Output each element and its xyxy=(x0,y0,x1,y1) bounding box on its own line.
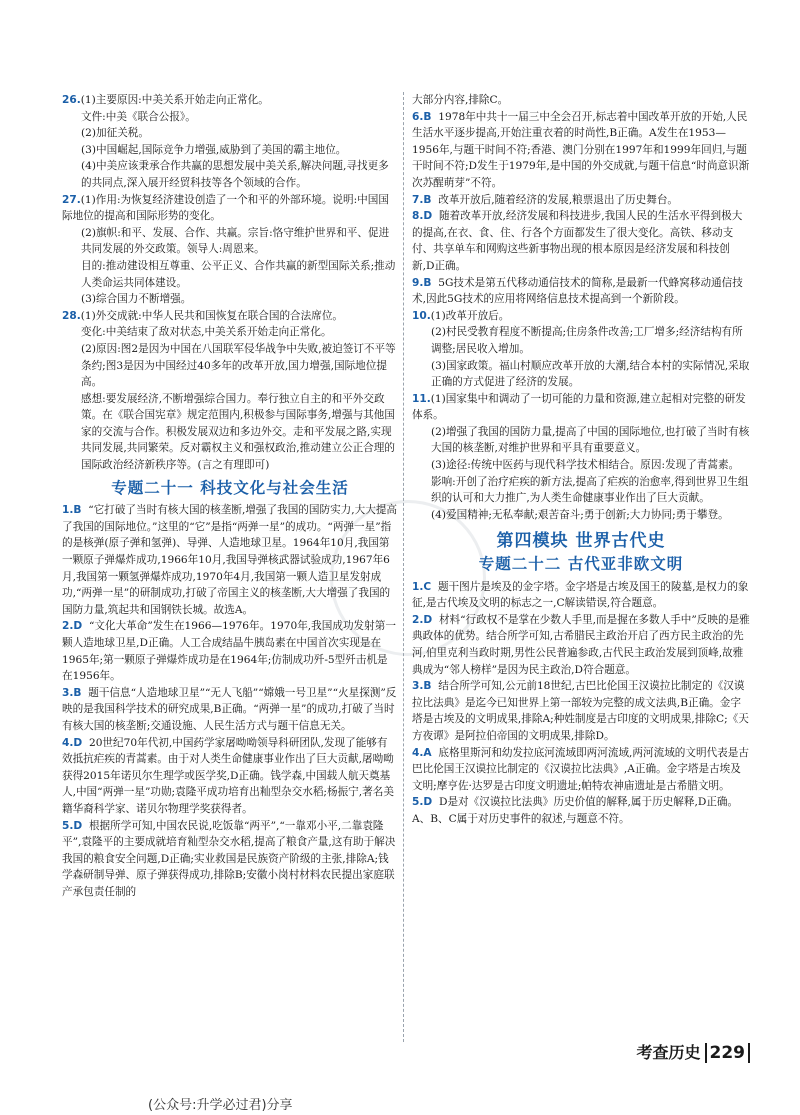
question-number: 11. xyxy=(412,392,431,405)
answer-text: (4)爱国精神;无私奉献;艰苦奋斗;勇于创新;大力协同;勇于攀登。 xyxy=(431,508,729,521)
footer-label: 考查历史 xyxy=(636,1043,701,1062)
answer-letter: D xyxy=(73,620,83,633)
answer-text: (3)国家政策。福山村顺应改革开放的大潮,结合本村的实际情况,采取正确的方式促进了经济的发展。 xyxy=(431,359,750,389)
answer-item xyxy=(412,612,750,678)
answer-letter: D xyxy=(423,613,433,626)
question-number: 4. xyxy=(412,746,424,759)
answer-item xyxy=(412,678,750,744)
question-number: 26. xyxy=(62,94,81,106)
answer-item xyxy=(62,308,398,474)
answer-text: (2)原因:图2是因为中国在八国联军侵华战争中失败,被迫签订不平等条约;图3是因为中国经过40多年的改革开放,国力增强,国际地位提高。 xyxy=(81,342,396,389)
answer-text: (3)中国崛起,国际竞争力增强,威胁到了美国的霸主地位。 xyxy=(81,143,347,156)
answer-letter: D xyxy=(73,819,83,832)
answer-text: 1978年中共十一届三中全会召开,标志着中国改革开放的开始,人民生活水平逐步提高,开始注重衣着的时尚性,B正确。A发生在1953—1956年,与题干时间不符;香港、澳门分别在1997年和1999年回归,与题干时间不符;D发生于1979年,是中国的外交成就,与题干信息“时尚意识渐次苏醒萌芽”不符。 xyxy=(412,110,750,189)
answer-text: 结合所学可知,公元前18世纪,古巴比伦国王汉谟拉比制定的《汉谟拉比法典》是迄今已知世界上第一部较为完整的成文法典,B正确。金字塔是古埃及的文明成果,排除A;种姓制度是古印度的文明成果,排除C;《天方夜谭》是阿拉伯帝国的文明成果,排除D。 xyxy=(412,680,749,742)
answer-text: “文化大革命”发生在1966—1976年。1970年,我国成功发射第一颗人造地球卫星,D正确。人工合成结晶牛胰岛素在中国首次实现是在1965年;第一颗原子弹爆炸成功是在1964年;仿制成功歼-5型歼击机是在1956年。 xyxy=(62,620,396,683)
question-number: 5. xyxy=(412,796,424,809)
answer-text: 目的:推动建设相互尊重、公平正义、合作共赢的新型国际关系;推动人类命运共同体建设。 xyxy=(81,259,396,289)
topic-heading: 专题二十一 科技文化与社会生活 xyxy=(111,478,349,497)
answer-item xyxy=(62,818,398,901)
answer-text: 随着改革开放,经济发展和科技进步,我国人民的生活水平得到极大的提高,在衣、食、住、行各个方面都发生了很大变化。高铁、移动支付、共享单车和网购这些新事物出现的根本原因是经济发展和科技创新,D正确。 xyxy=(412,210,743,272)
answer-item xyxy=(62,92,398,192)
question-number: 2. xyxy=(62,620,74,633)
answer-item xyxy=(62,502,398,618)
answer-text: 题干图片是埃及的金字塔。金字塔是古埃及国王的陵墓,是权力的象征,是古代埃及文明的标志之一,C解读错误,符合题意。 xyxy=(412,580,749,610)
answer-text: (2)增强了我国的国防力量,提高了中国的国际地位,也打破了当时有核大国的核垄断,对维护世界和平具有重要意义。 xyxy=(431,425,750,455)
answer-letter: B xyxy=(423,193,432,206)
answer-text: 改革开放后,随着经济的发展,粮票退出了历史舞台。 xyxy=(438,193,679,206)
answer-text: 影响:开创了治疗疟疾的新方法,提高了疟疾的治愈率,得到世界卫生组织的认可和大力推广,为人类生命健康事业作出了巨大贡献。 xyxy=(431,475,749,505)
question-number: 10. xyxy=(412,309,431,322)
module-heading: 第四模块 世界古代史 xyxy=(496,531,666,552)
answer-item xyxy=(412,192,750,209)
answer-text: 20世纪70年代初,中国药学家屠呦呦领导科研团队,发现了能够有效抵抗疟疾的青蒿素。由于对人类生命健康事业作出了巨大贡献,屠呦呦获得2015年诺贝尔生理学或医学奖,D正确。钱学森,中国载人航天奠基人,中国“两弹一星”功勋;袁隆平成功培育出籼型杂交水稻;杨振宁,著名美籍华裔科学家、诺贝尔物理学奖获得者。 xyxy=(62,736,394,815)
question-number: 7. xyxy=(412,193,424,206)
answer-text: 5G技术是第五代移动通信技术的简称,是最新一代蜂窝移动通信技术,因此5G技术的应用将网络信息技术提高到一个新阶段。 xyxy=(412,276,743,306)
question-number: 4. xyxy=(62,736,74,749)
answer-text: (1)主要原因:中美关系开始走向正常化。 xyxy=(80,94,269,106)
answer-text: “它打破了当时有核大国的核垄断,增强了我国的国防实力,大大提高了我国的国际地位。”这里的“它”是指“两弹一星”的成功。“两弹一星”指的是核弹(原子弹和氢弹)、导弹、人造地球卫星。1964年10月,我国第一颗原子弹爆炸成功,1966年10月,我国导弹核武器试验成功,1967年6月,我国第一颗氢弹爆炸成功,1970年4月,我国第一颗人造卫星发射成功,“两弹一星”的研制成功,打破了帝国主义的核垄断,大大增强了我国的国防力量,筑起共和国钢铁长城。故选A。 xyxy=(62,504,398,616)
answer-item xyxy=(412,579,750,612)
answer-text: 大部分内容,排除C。 xyxy=(412,94,509,106)
answer-text: 材料“行政权不是掌在少数人手里,而是握在多数人手中”反映的是雅典政体的优势。结合所学可知,古希腊民主政治开启了西方民主政治的先河,伯里克利当政时期,男性公民普遍参政,古代民主政治发展到顶峰,故雅典成为“邻人榜样”是因为民主政治,D符合题意。 xyxy=(412,613,750,676)
answer-letter: D xyxy=(423,796,433,809)
topic-heading: 专题二十二 古代亚非欧文明 xyxy=(478,555,684,574)
answer-item xyxy=(412,208,750,274)
question-number: 5. xyxy=(62,819,74,832)
page-number: 229 xyxy=(705,1043,751,1063)
question-number: 9. xyxy=(412,276,424,289)
answer-item xyxy=(412,794,750,827)
left-column xyxy=(62,92,398,901)
answer-item xyxy=(412,275,750,308)
answer-item xyxy=(412,109,750,192)
page-footer xyxy=(636,1040,750,1063)
question-number: 8. xyxy=(412,210,424,223)
answer-text: 根据所学可知,中国农民说,吃饭靠“两平”,“一靠邓小平,二靠袁隆平”,袁隆平的主要成就培育籼型杂交水稻,提高了粮食产量,这有助于解决我国的粮食安全问题,D正确;实业救国是民族资产阶级的主张,排除A;钱学森研制导弹、原子弹获得成功,排除B;安徽小岗村材料农民提出家庭联产承包责任制的 xyxy=(62,819,396,898)
answer-text: 变化:中美结束了敌对状态,中美关系开始走向正常化。 xyxy=(81,326,332,339)
question-number: 3. xyxy=(62,686,74,699)
answer-text: (2)加征关税。 xyxy=(81,127,149,140)
answer-text: 题干信息“人造地球卫星”“无人飞船”“嫦娥一号卫星”“火星探测”反映的是我国科学技术的研究成果,B正确。“两弹一星”的成功,打破了当时有核大国的核垄断;交通设施、人民生活方式与题干信息无关。 xyxy=(62,686,397,732)
answer-letter: B xyxy=(423,680,432,693)
answer-letter: D xyxy=(423,210,433,223)
answer-text: (2)村民受教育程度不断提高;住房条件改善;工厂增多;经济结构有所调整;居民收入增加。 xyxy=(431,326,743,355)
question-number: 2. xyxy=(412,613,424,626)
answer-text: (1)作用:为恢复经济建设创造了一个和平的外部环境。说明:中国国际地位的提高和国际形势的变化。 xyxy=(62,193,389,223)
answer-item xyxy=(62,685,398,735)
answer-letter: B xyxy=(73,686,82,699)
answer-item xyxy=(62,192,398,308)
answer-text: (4)中美应该秉承合作共赢的思想发展中美关系,解决问题,寻找更多的共同点,深入展开经贸科技等各个领域的合作。 xyxy=(81,160,389,189)
answer-text: (1)外交成就:中华人民共和国恢复在联合国的合法席位。 xyxy=(80,309,344,322)
question-number: 27. xyxy=(62,193,81,206)
question-number: 1. xyxy=(62,504,74,517)
answer-letter: D xyxy=(73,736,83,749)
right-column xyxy=(412,92,750,828)
question-number: 3. xyxy=(412,680,424,693)
answer-text: (3)综合国力不断增强。 xyxy=(81,293,192,306)
answer-letter: C xyxy=(423,580,432,593)
question-number: 28. xyxy=(62,309,81,322)
bottom-note: (公众号:升学必过君)分享 xyxy=(148,1098,293,1113)
answer-item xyxy=(412,391,750,524)
answer-item xyxy=(62,618,398,684)
question-number: 1. xyxy=(412,580,424,593)
answer-item xyxy=(412,745,750,795)
answer-text: (3)途径:传统中医药与现代科学技术相结合。原因:发现了青蒿素。 xyxy=(431,459,740,472)
answer-letter: A xyxy=(423,746,432,759)
answer-text: 文件:中美《联合公报》。 xyxy=(81,110,196,123)
continued-answer xyxy=(412,92,750,109)
answer-text: 底格里斯河和幼发拉底河流域即两河流域,两河流域的文明代表是古巴比伦国王汉谟拉比制定的《汉谟拉比法典》,A正确。金字塔是古埃及文明;摩亨佐·达罗是古印度文明遗址;帕特农神庙遗址是古希腊文明。 xyxy=(412,746,749,792)
answer-text: 感想:要发展经济,不断增强综合国力。奉行独立自主的和平外交政策。在《联合国宪章》规定范围内,积极参与国际事务,增强与其他国家的交流与合作。积极发展双边和多边外交。走和平发展之路,实现共同发展,共同繁荣。反对霸权主义和强权政治,推动建立公正合理的国际政治经济新秩序等。(言之有理即可) xyxy=(81,392,395,472)
answer-text: (1)改革开放后。 xyxy=(430,309,510,322)
answer-item xyxy=(412,308,750,391)
answer-letter: B xyxy=(423,276,432,289)
answer-text: (2)旗帜:和平、发展、合作、共赢。宗旨:恪守维护世界和平、促进共同发展的外交政策。领导人:周恩来。 xyxy=(81,226,390,256)
answer-letter: B xyxy=(423,110,432,123)
answer-text: D是对《汉谟拉比法典》历史价值的解释,属于历史解释,D正确。A、B、C属于对历史事件的叙述,与题意不符。 xyxy=(412,796,739,825)
answer-item xyxy=(62,735,398,818)
question-number: 6. xyxy=(412,110,424,123)
answer-letter: B xyxy=(73,504,82,517)
answer-text: (1)国家集中和调动了一切可能的力量和资源,建立起相对完整的研发体系。 xyxy=(412,392,746,422)
